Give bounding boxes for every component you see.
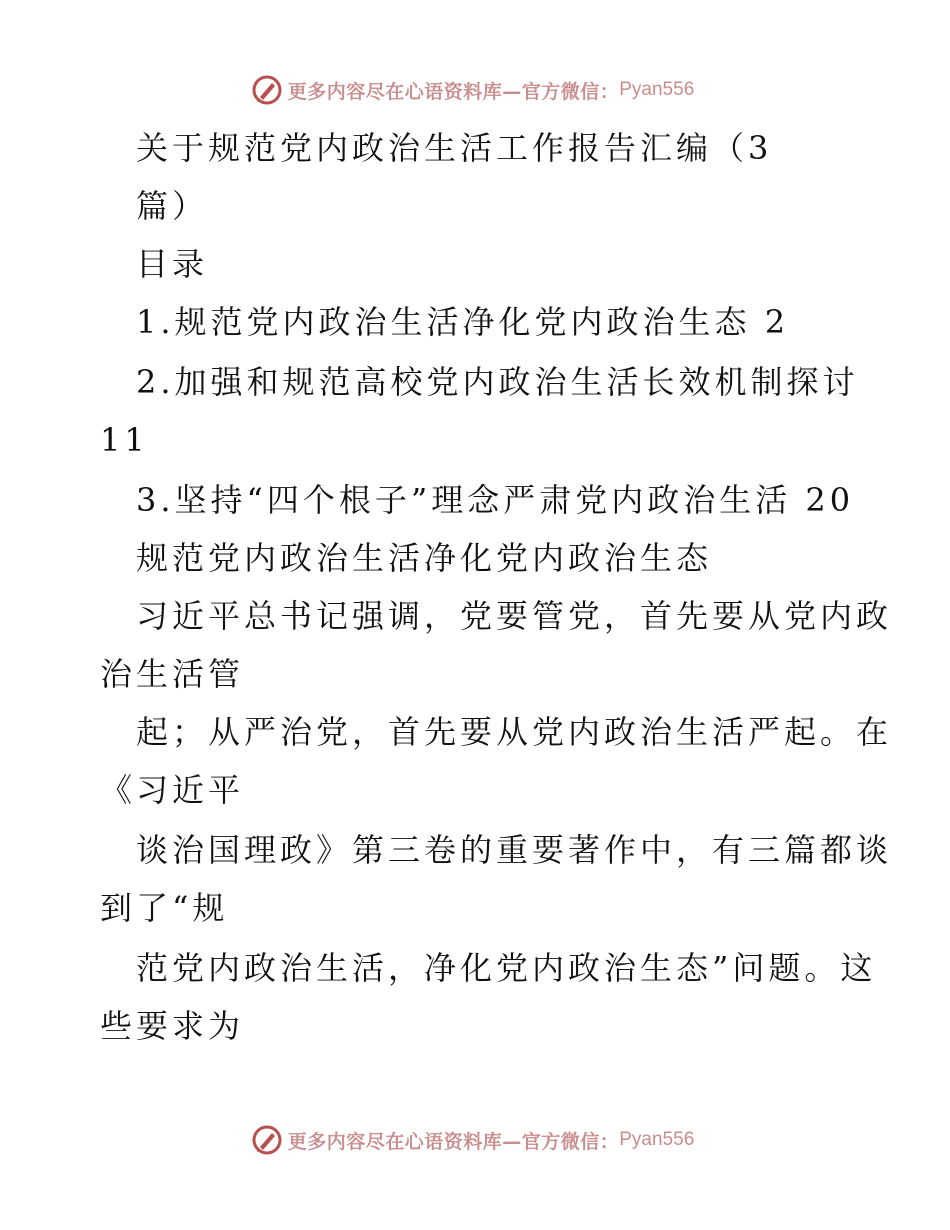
paragraph-line: 治生活管 <box>100 655 245 693</box>
toc-entry-2-page: 11 <box>100 421 149 459</box>
doc-title-line-1: 关于规范党内政治生活工作报告汇编（3 <box>136 129 773 167</box>
footer-watermark <box>0 1120 950 1160</box>
paragraph-line: 些要求为 <box>100 1007 245 1045</box>
toc-entry-1: 1.规范党内政治生活净化党内政治生态 2 <box>136 303 790 341</box>
toc-entry-2: 2.加强和规范高校党内政治生活长效机制探讨 <box>136 363 859 401</box>
watermark-text: 更多内容尽在心语资料库—官方微信： <box>287 80 620 103</box>
toc-heading: 目录 <box>136 245 209 283</box>
paragraph-line: 到了“规 <box>100 889 229 927</box>
pen-logo-icon <box>250 1123 284 1157</box>
header-watermark <box>0 70 950 110</box>
doc-title-line-2: 篇） <box>136 187 209 225</box>
watermark-text: 更多内容尽在心语资料库—官方微信： <box>287 1130 620 1153</box>
watermark-wechat-id: Pyan556 <box>619 79 695 100</box>
paragraph-line: 谈治国理政》第三卷的重要著作中，有三篇都谈 <box>136 831 893 869</box>
pen-logo-icon <box>250 73 284 107</box>
watermark-wechat-id: Pyan556 <box>619 1129 695 1150</box>
toc-entry-3: 3.坚持“四个根子”理念严肃党内政治生活 20 <box>136 481 855 519</box>
section-heading: 规范党内政治生活净化党内政治生态 <box>136 539 713 577</box>
paragraph-line: 习近平总书记强调，党要管党，首先要从党内政 <box>136 597 893 635</box>
paragraph-line: 范党内政治生活，净化党内政治生态”问题。这 <box>136 949 877 987</box>
paragraph-line: 《习近平 <box>100 771 245 809</box>
paragraph-line: 起；从严治党，首先要从党内政治生活严起。在 <box>136 713 893 751</box>
